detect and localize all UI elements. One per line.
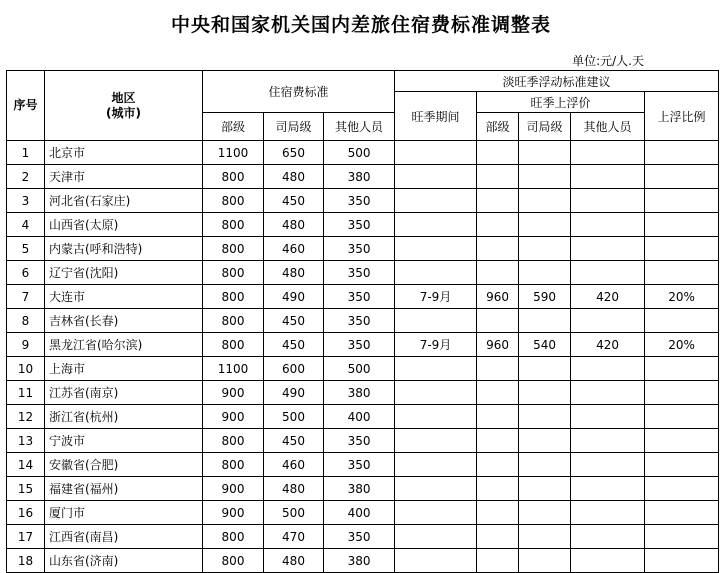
cell-region: 黑龙江省(哈尔滨): [45, 333, 203, 357]
cell-peak-ministerial: [477, 525, 519, 549]
cell-ministerial: 800: [203, 309, 264, 333]
cell-increase-ratio: 20%: [645, 333, 719, 357]
cell-peak-ministerial: [477, 453, 519, 477]
cell-others: 500: [324, 357, 395, 381]
cell-region: 北京市: [45, 141, 203, 165]
header-region: [45, 71, 203, 141]
cell-bureau: 480: [264, 477, 324, 501]
cell-bureau: 460: [264, 237, 324, 261]
cell-peak-bureau: [519, 501, 571, 525]
cell-increase-ratio: [645, 381, 719, 405]
cell-bureau: 450: [264, 309, 324, 333]
cell-seq: 14: [7, 453, 45, 477]
table-row: [7, 189, 719, 213]
cell-peak-ministerial: [477, 237, 519, 261]
cell-others: 350: [324, 189, 395, 213]
cell-peak-others: [571, 213, 645, 237]
header-peak-bureau: 司局级: [519, 113, 571, 141]
cell-region: 宁波市: [45, 429, 203, 453]
cell-seq: 15: [7, 477, 45, 501]
table-row: [7, 333, 719, 357]
cell-peak-ministerial: 960: [477, 333, 519, 357]
cell-bureau: 650: [264, 141, 324, 165]
cell-peak-ministerial: [477, 165, 519, 189]
cell-bureau: 600: [264, 357, 324, 381]
cell-peak-period: [395, 309, 477, 333]
cell-others: 350: [324, 309, 395, 333]
cell-peak-others: [571, 381, 645, 405]
cell-ministerial: 800: [203, 189, 264, 213]
header-others: 其他人员: [324, 113, 395, 141]
cell-peak-period: [395, 165, 477, 189]
cell-peak-ministerial: [477, 477, 519, 501]
cell-increase-ratio: [645, 165, 719, 189]
cell-peak-bureau: [519, 141, 571, 165]
cell-peak-bureau: [519, 429, 571, 453]
cell-region: 辽宁省(沈阳): [45, 261, 203, 285]
cell-peak-others: [571, 261, 645, 285]
page-title: 中央和国家机关国内差旅住宿费标准调整表: [170, 14, 551, 36]
cell-increase-ratio: [645, 237, 719, 261]
cell-bureau: 490: [264, 381, 324, 405]
cell-peak-period: [395, 381, 477, 405]
cell-increase-ratio: [645, 141, 719, 165]
unit-label: 单位:元/人.天: [572, 54, 644, 68]
table-row: [7, 405, 719, 429]
cell-seq: 11: [7, 381, 45, 405]
cell-peak-ministerial: [477, 405, 519, 429]
cell-ministerial: 800: [203, 285, 264, 309]
cell-peak-others: [571, 477, 645, 501]
cell-ministerial: 800: [203, 261, 264, 285]
cell-peak-ministerial: [477, 501, 519, 525]
cell-bureau: 450: [264, 429, 324, 453]
cell-increase-ratio: [645, 189, 719, 213]
cell-peak-period: [395, 453, 477, 477]
cell-peak-others: [571, 309, 645, 333]
cell-peak-others: 420: [571, 333, 645, 357]
cell-region: 山西省(太原): [45, 213, 203, 237]
cell-peak-ministerial: [477, 261, 519, 285]
cell-seq: 6: [7, 261, 45, 285]
header-region-line1: 地区: [111, 90, 136, 105]
cell-peak-others: [571, 189, 645, 213]
header-peak-ministerial: 部级: [477, 113, 519, 141]
cell-increase-ratio: [645, 405, 719, 429]
cell-increase-ratio: [645, 309, 719, 333]
header-ministerial: 部级: [203, 113, 264, 141]
cell-increase-ratio: [645, 429, 719, 453]
cell-peak-ministerial: [477, 213, 519, 237]
cell-peak-bureau: [519, 453, 571, 477]
cell-seq: 2: [7, 165, 45, 189]
table-row: [7, 309, 719, 333]
table-row: [7, 237, 719, 261]
cell-others: 500: [324, 141, 395, 165]
cell-region: 山东省(济南): [45, 549, 203, 573]
cell-others: 350: [324, 453, 395, 477]
cell-peak-others: [571, 525, 645, 549]
header-seq: 序号: [7, 71, 45, 141]
cell-ministerial: 800: [203, 333, 264, 357]
table-row: [7, 141, 719, 165]
cell-peak-bureau: [519, 381, 571, 405]
cell-increase-ratio: [645, 453, 719, 477]
cell-peak-bureau: [519, 189, 571, 213]
table-row: [7, 381, 719, 405]
cell-ministerial: 900: [203, 501, 264, 525]
cell-seq: 18: [7, 549, 45, 573]
cell-ministerial: 900: [203, 405, 264, 429]
cell-peak-period: [395, 357, 477, 381]
header-increase-ratio: 上浮比例: [645, 92, 719, 141]
cell-others: 350: [324, 213, 395, 237]
cell-peak-ministerial: [477, 189, 519, 213]
cell-peak-ministerial: [477, 429, 519, 453]
cell-seq: 9: [7, 333, 45, 357]
cell-seq: 17: [7, 525, 45, 549]
cell-region: 江苏省(南京): [45, 381, 203, 405]
cell-bureau: 480: [264, 549, 324, 573]
cell-increase-ratio: [645, 477, 719, 501]
cell-others: 350: [324, 429, 395, 453]
cell-region: 河北省(石家庄): [45, 189, 203, 213]
table-row: [7, 477, 719, 501]
cell-ministerial: 900: [203, 477, 264, 501]
cell-region: 上海市: [45, 357, 203, 381]
cell-seq: 1: [7, 141, 45, 165]
cell-seq: 10: [7, 357, 45, 381]
cell-bureau: 480: [264, 165, 324, 189]
cell-seq: 16: [7, 501, 45, 525]
table-row: [7, 429, 719, 453]
cell-bureau: 470: [264, 525, 324, 549]
cell-seq: 13: [7, 429, 45, 453]
cell-peak-others: [571, 453, 645, 477]
cell-increase-ratio: [645, 501, 719, 525]
cell-seq: 4: [7, 213, 45, 237]
cell-peak-others: [571, 429, 645, 453]
cell-peak-period: [395, 237, 477, 261]
cell-ministerial: 800: [203, 237, 264, 261]
cell-peak-bureau: [519, 237, 571, 261]
cell-peak-bureau: [519, 213, 571, 237]
header-region-line2: (城市): [106, 105, 141, 120]
cell-seq: 5: [7, 237, 45, 261]
cell-peak-bureau: [519, 309, 571, 333]
cell-peak-bureau: 540: [519, 333, 571, 357]
header-lodging-standard: 住宿费标准: [203, 71, 395, 113]
cell-peak-period: [395, 405, 477, 429]
cell-peak-period: [395, 525, 477, 549]
cell-peak-bureau: [519, 405, 571, 429]
cell-peak-others: [571, 165, 645, 189]
table-row: [7, 525, 719, 549]
table-row: [7, 501, 719, 525]
table-row: [7, 453, 719, 477]
cell-others: 400: [324, 501, 395, 525]
cell-seq: 3: [7, 189, 45, 213]
cell-bureau: 460: [264, 453, 324, 477]
cell-increase-ratio: 20%: [645, 285, 719, 309]
cell-bureau: 480: [264, 261, 324, 285]
cell-peak-others: [571, 501, 645, 525]
header-peak-period: 旺季期间: [395, 92, 477, 141]
cell-increase-ratio: [645, 525, 719, 549]
cell-others: 350: [324, 333, 395, 357]
cell-seq: 8: [7, 309, 45, 333]
cell-bureau: 500: [264, 405, 324, 429]
cell-others: 350: [324, 261, 395, 285]
cell-ministerial: 1100: [203, 357, 264, 381]
cell-others: 380: [324, 165, 395, 189]
cell-others: 380: [324, 381, 395, 405]
cell-peak-ministerial: 960: [477, 285, 519, 309]
cell-peak-period: [395, 261, 477, 285]
cell-region: 江西省(南昌): [45, 525, 203, 549]
cell-ministerial: 800: [203, 549, 264, 573]
cell-peak-bureau: [519, 525, 571, 549]
cell-peak-period: 7-9月: [395, 333, 477, 357]
cell-others: 350: [324, 285, 395, 309]
cell-peak-ministerial: [477, 141, 519, 165]
cell-peak-period: [395, 189, 477, 213]
cell-peak-bureau: [519, 477, 571, 501]
cell-region: 内蒙古(呼和浩特): [45, 237, 203, 261]
cell-region: 大连市: [45, 285, 203, 309]
cell-ministerial: 800: [203, 429, 264, 453]
cell-region: 福建省(福州): [45, 477, 203, 501]
cell-peak-period: [395, 501, 477, 525]
cell-bureau: 480: [264, 213, 324, 237]
cell-peak-bureau: [519, 357, 571, 381]
cell-peak-others: 420: [571, 285, 645, 309]
table-row: [7, 357, 719, 381]
cell-ministerial: 800: [203, 453, 264, 477]
cell-peak-ministerial: [477, 309, 519, 333]
header-peak-price: 旺季上浮价: [477, 92, 645, 113]
cell-bureau: 490: [264, 285, 324, 309]
cell-bureau: 450: [264, 333, 324, 357]
cell-region: 天津市: [45, 165, 203, 189]
table-row: [7, 165, 719, 189]
cell-peak-period: [395, 429, 477, 453]
cell-peak-ministerial: [477, 381, 519, 405]
cell-peak-period: [395, 213, 477, 237]
table-row: [7, 285, 719, 309]
cell-bureau: 450: [264, 189, 324, 213]
cell-region: 浙江省(杭州): [45, 405, 203, 429]
cell-peak-bureau: [519, 261, 571, 285]
cell-peak-ministerial: [477, 357, 519, 381]
cell-peak-others: [571, 405, 645, 429]
cell-peak-others: [571, 237, 645, 261]
cell-others: 400: [324, 405, 395, 429]
header-peak-others: 其他人员: [571, 113, 645, 141]
cell-ministerial: 800: [203, 213, 264, 237]
cell-increase-ratio: [645, 261, 719, 285]
cell-seq: 12: [7, 405, 45, 429]
cell-peak-bureau: [519, 165, 571, 189]
cell-ministerial: 800: [203, 525, 264, 549]
cell-others: 380: [324, 549, 395, 573]
cell-ministerial: 800: [203, 165, 264, 189]
header-bureau: 司局级: [264, 113, 324, 141]
cell-peak-period: [395, 141, 477, 165]
cell-region: 安徽省(合肥): [45, 453, 203, 477]
cell-peak-period: [395, 477, 477, 501]
cell-ministerial: 1100: [203, 141, 264, 165]
cell-bureau: 500: [264, 501, 324, 525]
cell-others: 350: [324, 525, 395, 549]
cell-increase-ratio: [645, 213, 719, 237]
cell-increase-ratio: [645, 357, 719, 381]
cell-region: 吉林省(长春): [45, 309, 203, 333]
cell-peak-others: [571, 357, 645, 381]
cell-peak-others: [571, 141, 645, 165]
cell-ministerial: 900: [203, 381, 264, 405]
cell-seq: 7: [7, 285, 45, 309]
cell-others: 350: [324, 237, 395, 261]
cell-region: 厦门市: [45, 501, 203, 525]
cell-peak-period: 7-9月: [395, 285, 477, 309]
lodging-standard-table: [6, 70, 719, 573]
header-off-peak-group: 淡旺季浮动标准建议: [395, 71, 719, 92]
table-row: [7, 261, 719, 285]
table-row: [7, 213, 719, 237]
cell-others: 380: [324, 477, 395, 501]
cell-peak-bureau: 590: [519, 285, 571, 309]
